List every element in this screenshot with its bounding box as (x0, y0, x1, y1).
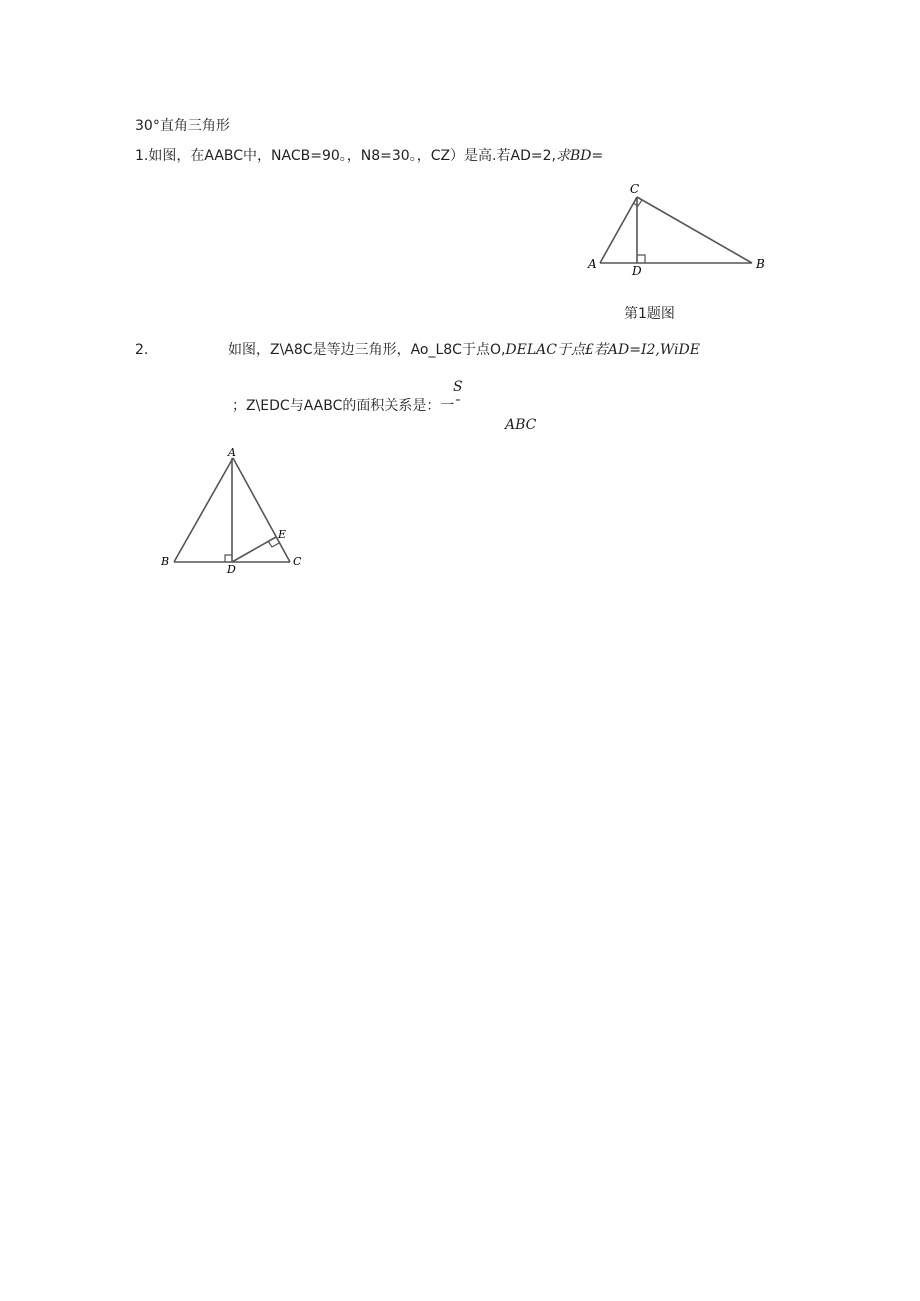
problem-1-figure (580, 175, 780, 280)
figure-1-label-b: B (756, 257, 765, 271)
figure-1-label-c: C (630, 182, 640, 196)
problem-2-text (228, 341, 700, 359)
figure-1-side-cb (637, 197, 752, 263)
problem-2-text-question: DELAC于点£若AD=I2,WiDE (505, 342, 700, 358)
figure-2-label-a: A (228, 446, 236, 459)
figure-2-right-angle-e (268, 541, 279, 547)
fraction-numerator: S (453, 379, 463, 395)
figure-1-label-d: D (632, 264, 642, 278)
problem-2-text-main: 如图，Z\A8C是等边三角形，Ao_L8C于点O, (228, 342, 506, 358)
problem-1-text (135, 147, 603, 165)
figure-1-caption: 第1题图 (624, 306, 675, 322)
figure-2-label-c: C (293, 555, 302, 568)
figure-1-label-a: A (588, 257, 597, 271)
figure-2-label-d: D (227, 563, 236, 575)
problem-2-number: 2. (135, 342, 149, 358)
figure-2-right-angle-d (225, 555, 232, 562)
figure-2-segment-de (232, 537, 276, 562)
figure-2-side-ac (233, 458, 290, 562)
problem-1-text-main: 1.如图，在AABC中，NACB=90。，N8=30。，CZ）是高.若AD=2, (135, 148, 556, 164)
problem-2-figure (155, 445, 315, 575)
section-title: 30°直角三角形 (135, 118, 230, 134)
figure-1-right-angle-d (637, 255, 645, 263)
problem-2-line-2: ；Z\EDC与AABC的面积关系是：一ˉ (232, 398, 462, 414)
problem-1-text-question: 求BD= (555, 148, 604, 164)
fraction-denominator: ABC (505, 417, 537, 433)
figure-1-side-ac (600, 197, 637, 263)
figure-2-label-b: B (161, 555, 170, 568)
figure-2-side-ab (174, 458, 233, 562)
figure-2-label-e: E (278, 528, 287, 541)
